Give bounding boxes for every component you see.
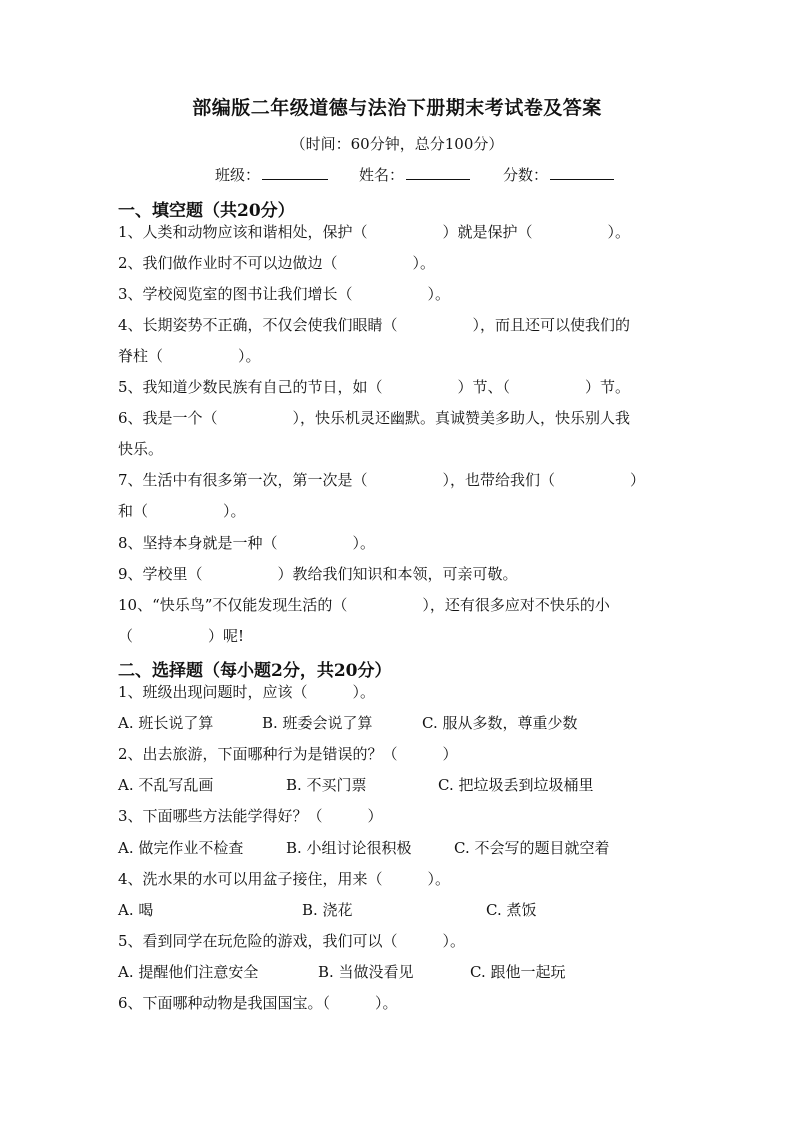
option-b: B. 当做没看见 <box>318 963 414 981</box>
section-heading-choice: 二、选择题（每小题2分，共20分） <box>118 661 392 681</box>
question-line: 1、班级出现问题时，应该（ ）。 <box>118 683 376 701</box>
question-line: 6、我是一个（ ），快乐机灵还幽默。真诚赞美多助人，快乐别人我 <box>118 409 631 427</box>
question-line: 10、“快乐鸟”不仅能发现生活的（ ），还有很多应对不快乐的小 <box>118 596 610 614</box>
question-line: 4、洗水果的水可以用盆子接住，用来（ ）。 <box>118 870 451 888</box>
question-line: 5、看到同学在玩危险的游戏，我们可以（ ）。 <box>118 932 466 950</box>
option-a: A. 不乱写乱画 <box>118 776 214 794</box>
question-line: 快乐。 <box>118 440 164 458</box>
option-b: B. 班委会说了算 <box>262 714 373 732</box>
option-a: A. 做完作业不检查 <box>118 839 244 857</box>
question-line: 和（ ）。 <box>118 502 246 520</box>
name-label: 姓名： <box>359 166 405 184</box>
class-blank[interactable] <box>262 165 328 180</box>
question-line: 9、学校里（ ）教给我们知识和本领，可亲可敬。 <box>118 565 518 583</box>
option-b: B. 小组讨论很积极 <box>286 839 412 857</box>
score-label: 分数： <box>503 166 549 184</box>
option-a: A. 班长说了算 <box>118 714 214 732</box>
class-field <box>215 164 328 185</box>
page-title: 部编版二年级道德与法治下册期末考试卷及答案 <box>192 97 602 119</box>
option-c: C. 煮饭 <box>486 901 537 919</box>
question-line: 3、学校阅览室的图书让我们增长（ ）。 <box>118 285 451 303</box>
question-line: 8、坚持本身就是一种（ ）。 <box>118 534 376 552</box>
option-a: A. 提醒他们注意安全 <box>118 963 259 981</box>
question-line: （ ）呢! <box>118 627 245 645</box>
option-a: A. 喝 <box>118 901 154 919</box>
option-c: C. 把垃圾丢到垃圾桶里 <box>438 776 594 794</box>
score-field <box>503 164 614 185</box>
question-line: 脊柱（ ）。 <box>118 347 261 365</box>
question-line: 5、我知道少数民族有自己的节日，如（ ）节、（ ）节。 <box>118 378 631 396</box>
name-field <box>359 164 470 185</box>
question-line: 4、长期姿势不正确，不仅会使我们眼睛（ ），而且还可以使我们的 <box>118 316 631 334</box>
question-line: 3、下面哪些方法能学得好？（ ） <box>118 807 383 825</box>
section-heading-fill-blank: 一、填空题（共20分） <box>118 201 295 221</box>
option-c: C. 跟他一起玩 <box>470 963 566 981</box>
question-line: 1、人类和动物应该和谐相处，保护（ ）就是保护（ ）。 <box>118 223 631 241</box>
class-label: 班级： <box>215 166 261 184</box>
exam-time-info: （时间：60分钟，总分100分） <box>290 135 504 153</box>
question-line: 2、我们做作业时不可以边做边（ ）。 <box>118 254 436 272</box>
option-b: B. 不买门票 <box>286 776 367 794</box>
option-c: C. 服从多数，尊重少数 <box>422 714 578 732</box>
option-c: C. 不会写的题目就空着 <box>454 839 610 857</box>
name-blank[interactable] <box>406 165 470 180</box>
score-blank[interactable] <box>550 165 614 180</box>
question-line: 6、下面哪种动物是我国国宝。（ ）。 <box>118 994 398 1012</box>
question-line: 7、生活中有很多第一次，第一次是（ ），也带给我们（ ） <box>118 471 646 489</box>
question-line: 2、出去旅游，下面哪种行为是错误的？（ ） <box>118 745 458 763</box>
option-b: B. 浇花 <box>302 901 353 919</box>
